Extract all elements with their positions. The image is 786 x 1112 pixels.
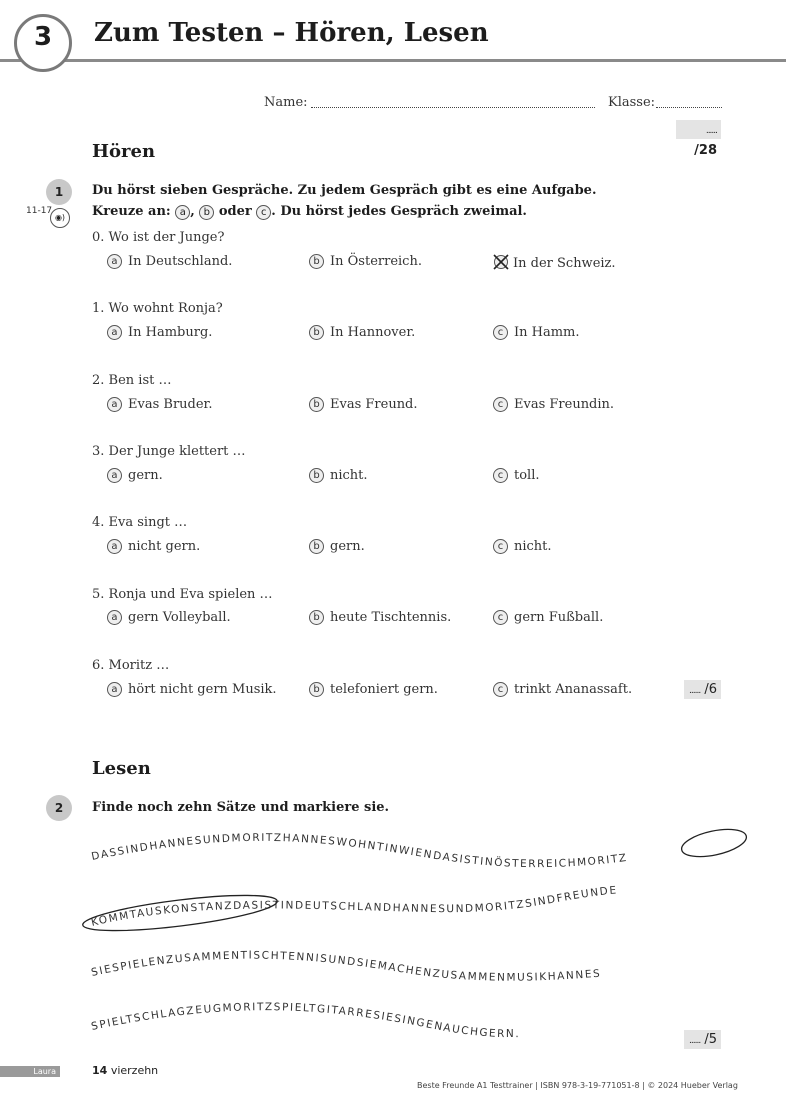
letter-a-icon: a	[175, 205, 190, 220]
letter-b-icon: b	[309, 610, 324, 625]
snake-line-4: SPIELTSCHLAGZEUGMORITZSPIELTGITARRESIESINGENAUCHGERN.	[90, 1001, 521, 1041]
letter-b-icon: b	[309, 682, 324, 697]
score-blank: ......	[689, 686, 701, 696]
task-number-1: 1	[46, 179, 72, 205]
page-number	[92, 1064, 158, 1077]
letter-b-icon: b	[309, 325, 324, 340]
letter-c-icon: c	[493, 468, 508, 483]
letter-b-icon: b	[309, 468, 324, 483]
option-text: Evas Bruder.	[128, 397, 213, 412]
option-text: In Hamm.	[514, 325, 580, 340]
letter-a-icon: a	[107, 468, 122, 483]
snake-line-2: KOMMTAUSKONSTANZDASISTINDEUTSCHLANDHANNESUNDMORITZSINDFREUNDE	[89, 884, 619, 929]
letter-a-icon: a	[107, 682, 122, 697]
letter-c-icon: c	[493, 682, 508, 697]
section-heading-lesen: Lesen	[92, 758, 151, 779]
option-text: gern Fußball.	[514, 610, 604, 625]
question-1: 1. Wo wohnt Ronja?	[92, 301, 223, 316]
option-text: nicht.	[514, 539, 552, 554]
snake-line-3: SIESPIELENZUSAMMENTISCHTENNISUNDSIEMACHENZUSAMMENMUSIKHANNES	[90, 949, 602, 984]
option-text: trinkt Ananassaft.	[514, 682, 633, 697]
option-text: heute Tischtennis.	[330, 610, 452, 625]
page-title: Zum Testen – Hören, Lesen	[94, 18, 489, 48]
option-text: nicht gern.	[128, 539, 201, 554]
letter-c-icon: c	[493, 397, 508, 412]
score-blank: ......	[689, 1036, 701, 1046]
option-text: toll.	[514, 468, 540, 483]
letter-a-icon: a	[107, 539, 122, 554]
option-text: nicht.	[330, 468, 368, 483]
option-text: In Österreich.	[330, 254, 422, 269]
footer-tag: Laura	[0, 1066, 60, 1077]
letter-c-icon: c	[493, 610, 508, 625]
question-2: 2. Ben ist …	[92, 373, 172, 388]
letter-c-icon: c	[493, 539, 508, 554]
score-max: /6	[704, 682, 717, 697]
instruction-suffix: . Du hörst jedes Gespräch zweimal.	[271, 204, 527, 219]
option-text: In Deutschland.	[128, 254, 233, 269]
page-number-digits: 14	[92, 1064, 108, 1077]
letter-a-icon: a	[107, 610, 122, 625]
class-label: Klasse:	[608, 95, 656, 110]
snake-line-1: DASSINDHANNESUNDMORITZHANNESWOHNTINWIENDASISTINÖSTERREICHMORITZ	[90, 831, 629, 871]
letter-c-icon: c	[493, 325, 508, 340]
option-text: telefoniert gern.	[330, 682, 438, 697]
letter-b-icon: b	[309, 254, 324, 269]
letter-a-icon: a	[107, 254, 122, 269]
circle-mark-moritz	[679, 824, 749, 861]
letter-a-icon: a	[107, 397, 122, 412]
track-number: 11-17	[26, 206, 53, 216]
instruction-or: oder	[218, 204, 252, 219]
option-text: Evas Freund.	[330, 397, 418, 412]
name-label: Name:	[264, 95, 308, 110]
question-0: 0. Wo ist der Junge?	[92, 230, 225, 245]
option-text: gern.	[330, 539, 365, 554]
instruction-prefix: Kreuze an:	[92, 204, 171, 219]
option-text: Evas Freundin.	[514, 397, 615, 412]
question-6: 6. Moritz …	[92, 658, 170, 673]
option-text: hört nicht gern Musik.	[128, 682, 277, 697]
question-4: 4. Eva singt …	[92, 515, 188, 530]
instruction-line-1: Du hörst sieben Gespräche. Zu jedem Gespräch gibt es eine Aufgabe.	[92, 183, 597, 198]
score-max: /5	[704, 1032, 717, 1047]
letter-b-icon: b	[309, 539, 324, 554]
score-blank: ......	[705, 126, 717, 136]
chapter-number: 3	[33, 22, 53, 52]
option-text: In Hannover.	[330, 325, 416, 340]
option-text: In der Schweiz.	[513, 256, 616, 271]
score-max: /28	[694, 143, 717, 158]
task-instruction-2: Finde noch zehn Sätze und markiere sie.	[92, 800, 390, 815]
letter-c-icon: c	[256, 205, 271, 220]
instruction-line-2: Kreuze an: a , b oder c . Du hörst jedes Gespräch zweimal.	[92, 204, 527, 219]
letter-b-icon: b	[309, 397, 324, 412]
footer-credit: Beste Freunde A1 Testtrainer | ISBN 978-3-19-771051-8 | © 2024 Hueber Verlag	[417, 1081, 738, 1090]
option-text: In Hamburg.	[128, 325, 213, 340]
audio-icon[interactable]: ◉)	[50, 208, 70, 228]
question-3: 3. Der Junge klettert …	[92, 444, 246, 459]
letter-b-icon: b	[199, 205, 214, 220]
question-5: 5. Ronja und Eva spielen …	[92, 587, 273, 602]
lesen-score-box	[684, 1030, 721, 1049]
letter-a-icon: a	[107, 325, 122, 340]
page-number-word: vierzehn	[110, 1064, 159, 1077]
option-text: gern.	[128, 468, 163, 483]
option-text: gern Volleyball.	[128, 610, 231, 625]
task-number-2: 2	[46, 795, 72, 821]
section-heading-hoeren: Hören	[92, 141, 156, 162]
